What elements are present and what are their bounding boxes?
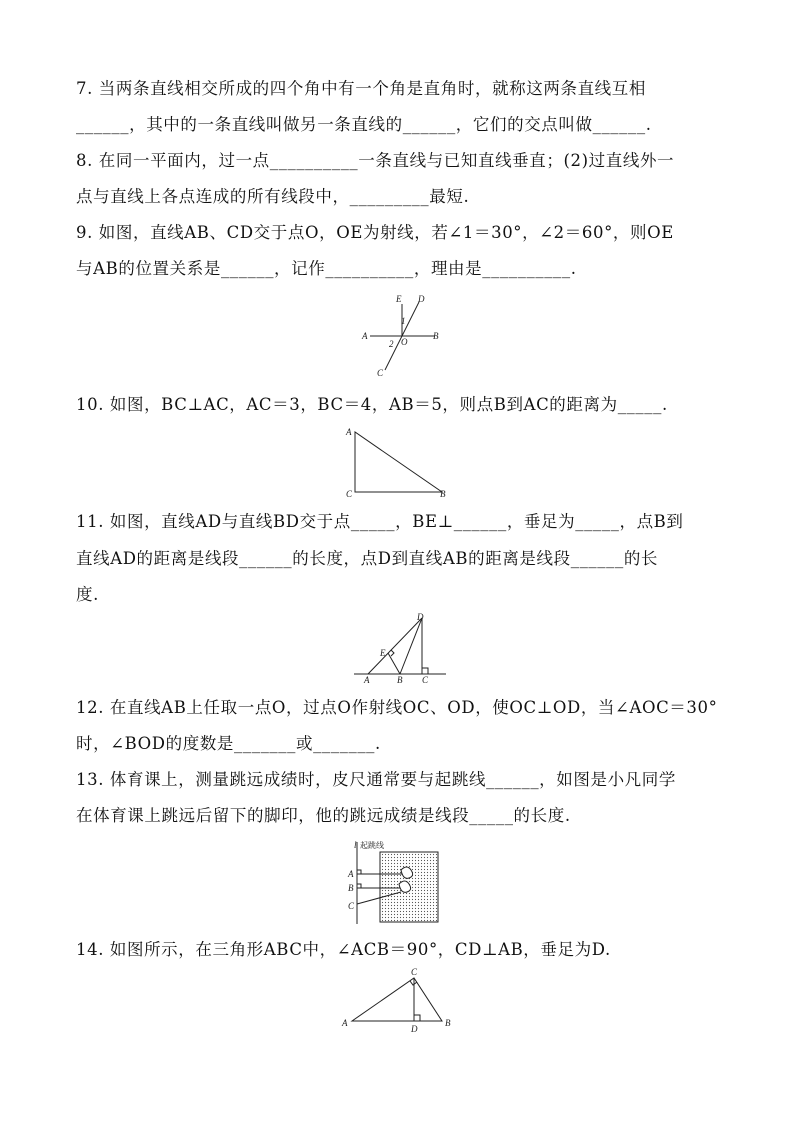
label-takeoff-line: 起跳线 <box>360 841 384 850</box>
q7-line2: ______，其中的一条直线叫做另一条直线的______，它们的交点叫做______. <box>76 115 652 134</box>
label-c: C <box>411 967 418 977</box>
label-e: E <box>380 648 386 658</box>
label-c: C <box>346 489 353 499</box>
label-a: A <box>342 1018 348 1028</box>
figure-q9 <box>355 290 445 380</box>
label-b: B <box>433 331 439 341</box>
label-b: B <box>348 883 354 893</box>
right-angle-b <box>357 884 361 888</box>
label-d: D <box>411 1024 418 1034</box>
q11-line1: 11. 如图，直线AD与直线BD交于点_____，BE⊥______，垂足为_____，点B到 <box>76 512 684 531</box>
label-o: O <box>401 337 408 347</box>
label-b: B <box>445 1018 451 1028</box>
q11-line3: 度. <box>76 585 99 604</box>
label-a: A <box>362 331 368 341</box>
label-e: E <box>396 294 402 304</box>
label-d: D <box>418 294 425 304</box>
label-c: C <box>422 675 429 684</box>
label-b: B <box>397 675 403 684</box>
q14-line1: 14. 如图所示，在三角形ABC中，∠ACB＝90°，CD⊥AB，垂足为D. <box>76 940 611 959</box>
label-1: 1 <box>401 316 406 326</box>
q8-line1: 8. 在同一平面内，过一点__________一条直线与已知直线垂直；(2)过直线外一 <box>76 151 675 170</box>
figure-q11 <box>350 612 450 684</box>
label-b: B <box>440 489 446 499</box>
right-angle-e <box>391 650 394 656</box>
figure-q13 <box>345 838 445 926</box>
q12-line2: 时，∠BOD的度数是_______或_______. <box>76 734 381 753</box>
label-a: A <box>348 869 354 879</box>
q10-line1: 10. 如图，BC⊥AC，AC＝3，BC＝4，AB＝5，则点B到AC的距离为_____. <box>76 395 668 414</box>
right-angle-c <box>422 668 428 674</box>
triangle-abc <box>355 432 442 492</box>
triangle-abc <box>352 978 442 1021</box>
q13-line2: 在体育课上跳远后留下的脚印，他的跳远成绩是线段_____的长度. <box>76 806 571 825</box>
label-c: C <box>348 901 355 911</box>
right-angle-d <box>414 1015 420 1021</box>
label-a: A <box>346 427 352 437</box>
q9-line2: 与AB的位置关系是______，记作__________，理由是__________. <box>76 259 577 278</box>
segment-be <box>388 653 400 674</box>
q9-line1: 9. 如图，直线AB、CD交于点O，OE为射线，若∠1＝30°，∠2＝60°，则OE <box>76 223 674 242</box>
figure-q10 <box>340 422 455 502</box>
right-angle-a <box>357 870 361 874</box>
q8-line2: 点与直线上各点连成的所有线段中，_________最短. <box>76 187 470 206</box>
label-2: 2 <box>389 339 394 349</box>
label-a: A <box>364 675 370 684</box>
figure-q14 <box>338 966 463 1034</box>
q13-line1: 13. 体育课上，测量跳远成绩时，皮尺通常要与起跳线______，如图是小凡同学 <box>76 770 676 789</box>
label-l: l <box>354 840 357 850</box>
q12-line1: 12. 在直线AB上任取一点O，过点O作射线OC、OD，使OC⊥OD，当∠AOC＝30° <box>76 698 718 717</box>
q7-line1: 7. 当两条直线相交所成的四个角中有一个角是直角时，就称这两条直线互相 <box>76 79 646 98</box>
label-c: C <box>377 368 384 378</box>
q11-line2: 直线AD的距离是线段______的长度，点D到直线AB的距离是线段______的长 <box>76 549 659 568</box>
label-d: D <box>417 612 424 622</box>
line-bd <box>400 618 422 674</box>
